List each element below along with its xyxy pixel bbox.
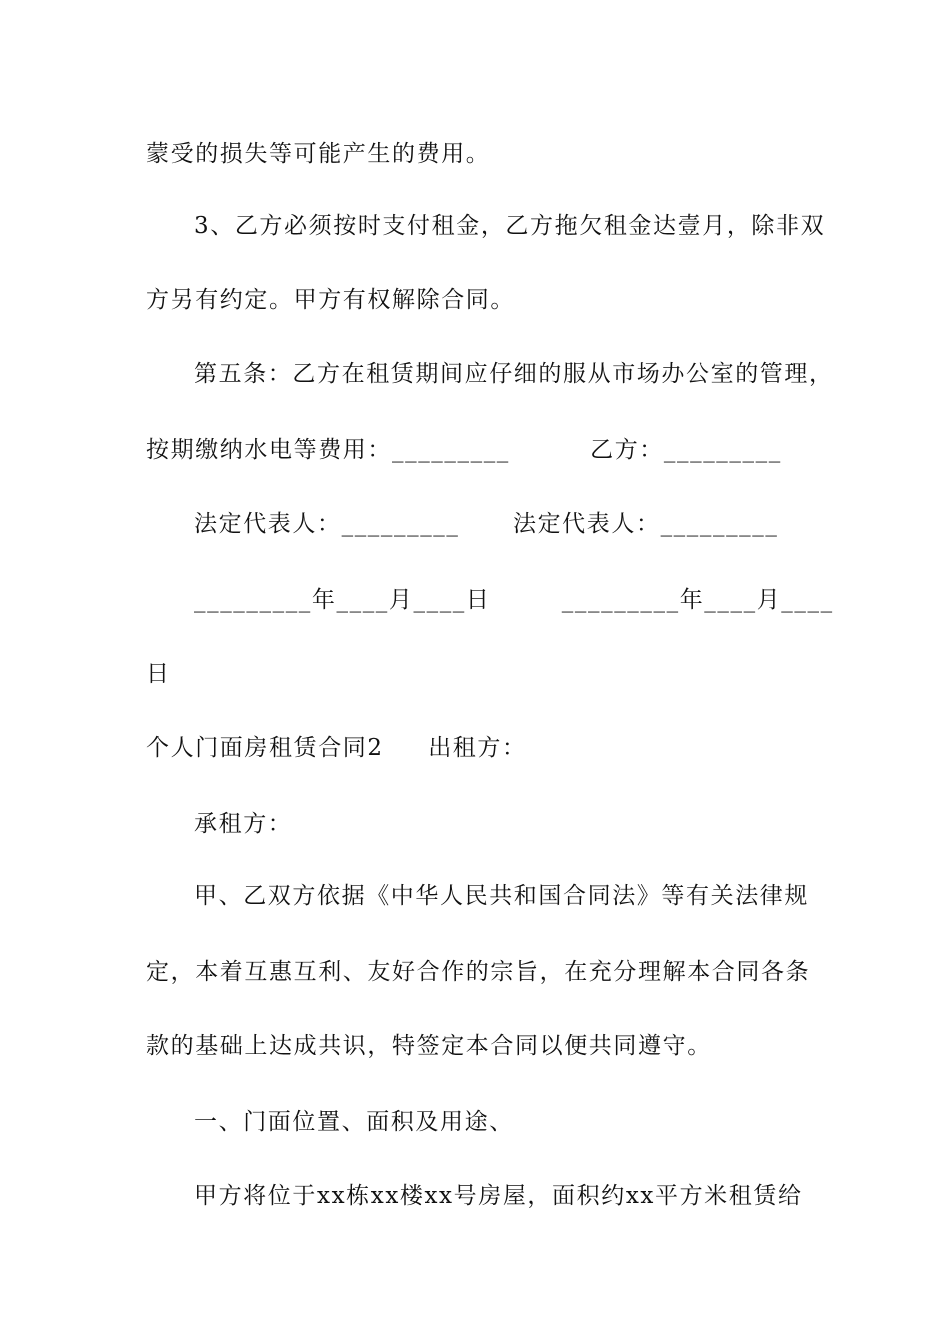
text-line-9: 个人门面房租赁合同2 出租方： bbox=[146, 735, 527, 761]
text-line-2: 3、乙方必须按时支付租金，乙方拖欠租金达壹月，除非双 bbox=[194, 213, 826, 239]
text-line-11: 甲、乙双方依据《中华人民共和国合同法》等有关法律规 bbox=[194, 883, 809, 909]
text-line-6: 法定代表人：_________ 法定代表人：_________ bbox=[194, 511, 779, 537]
text-line-3: 方另有约定。甲方有权解除合同。 bbox=[146, 287, 515, 313]
text-line-4: 第五条：乙方在租赁期间应仔细的服从市场办公室的管理， bbox=[194, 361, 834, 387]
text-line-13: 款的基础上达成共识，特签定本合同以便共同遵守。 bbox=[146, 1033, 712, 1059]
text-line-10: 承租方： bbox=[194, 811, 293, 837]
text-line-15: 甲方将位于xx栋xx楼xx号房屋，面积约xx平方米租赁给 bbox=[194, 1183, 803, 1209]
text-line-12: 定，本着互惠互利、友好合作的宗旨，在充分理解本合同各条 bbox=[146, 959, 811, 985]
text-line-14: 一、门面位置、面积及用途、 bbox=[194, 1109, 514, 1135]
text-line-1: 蒙受的损失等可能产生的费用。 bbox=[146, 141, 491, 167]
text-line-7: _________年____月____日 _________年____月____ bbox=[194, 587, 834, 613]
text-line-8: 日 bbox=[146, 661, 171, 687]
text-line-5: 按期缴纳水电等费用：_________ 乙方：_________ bbox=[146, 437, 782, 463]
